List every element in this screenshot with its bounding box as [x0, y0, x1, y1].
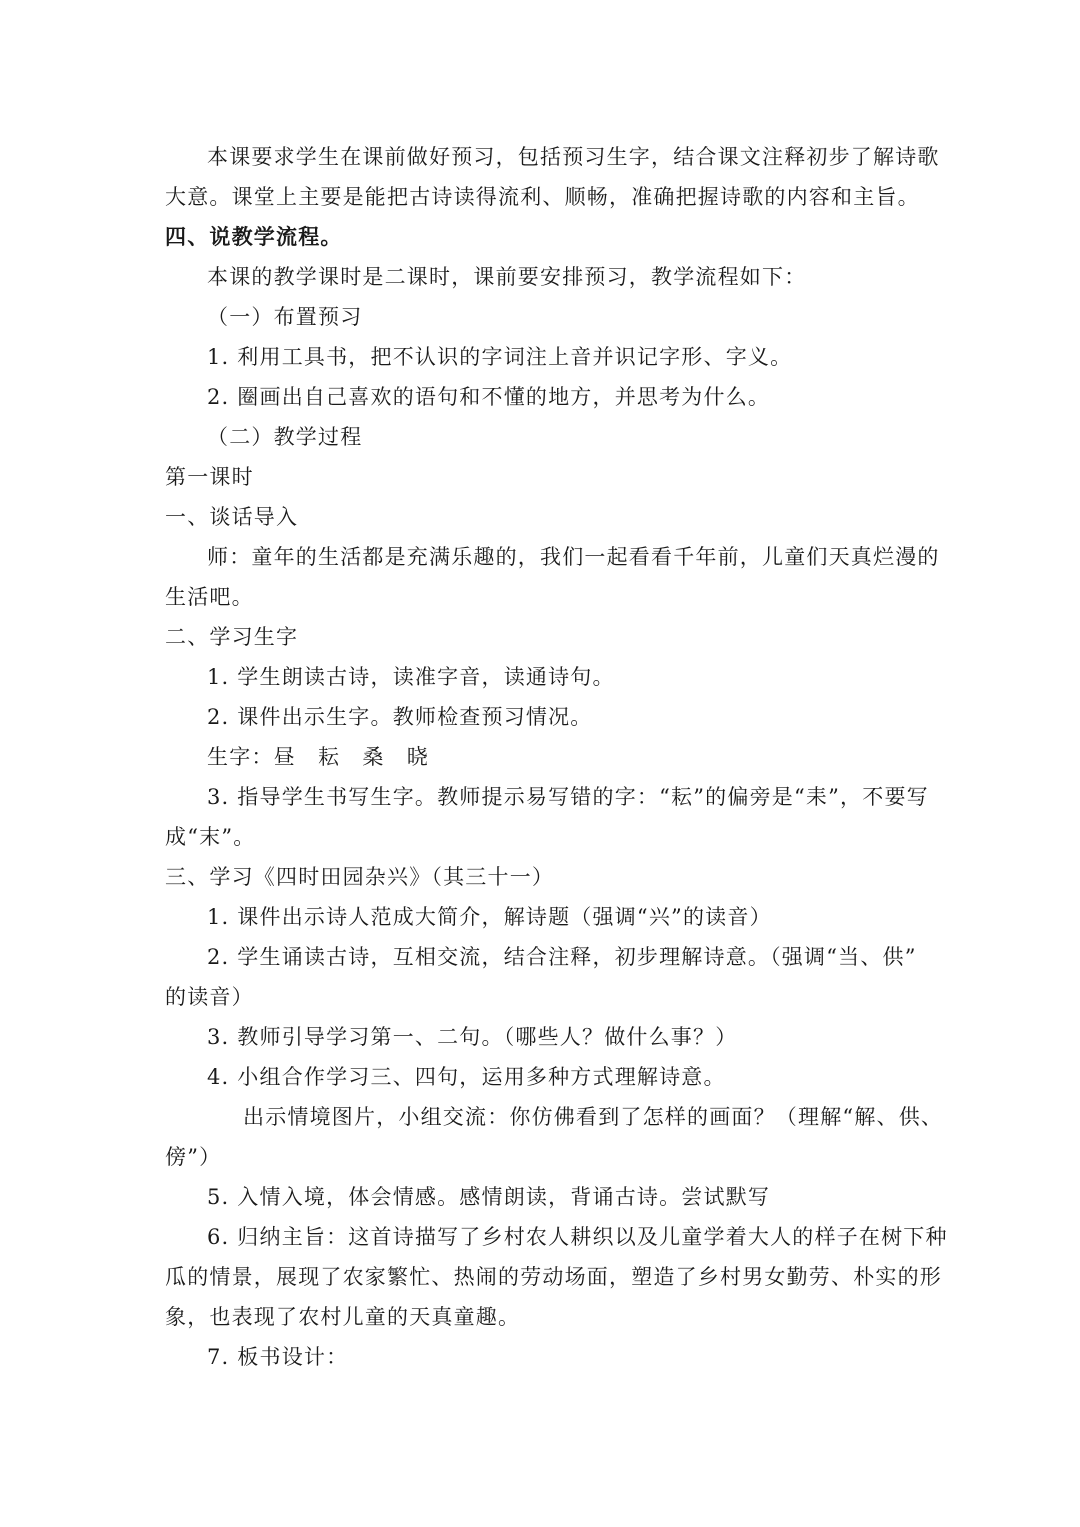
text-line: 生字：昼 耘 桑 晓	[207, 745, 429, 769]
text-line: 1. 课件出示诗人范成大简介，解诗题（强调“兴”的读音）	[207, 905, 772, 929]
text-line: 瓜的情景，展现了农家繁忙、热闹的劳动场面，塑造了乡村男女勤劳、朴实的形	[165, 1265, 942, 1289]
text-line: 象，也表现了农村儿童的天真童趣。	[165, 1305, 521, 1329]
text-line: 7. 板书设计：	[207, 1345, 349, 1369]
text-line: 一、谈话导入	[165, 505, 299, 529]
text-line: 4. 小组合作学习三、四句，运用多种方式理解诗意。	[207, 1065, 726, 1089]
text-line: （二）教学过程	[207, 425, 363, 449]
text-line: 出示情境图片，小组交流：你仿佛看到了怎样的画面？（理解“解、供、	[243, 1105, 944, 1129]
text-line: 2. 圈画出自己喜欢的语句和不懂的地方，并思考为什么。	[207, 385, 771, 409]
text-line: 1. 学生朗读古诗，读准字音，读通诗句。	[207, 665, 615, 689]
text-line: 师：童年的生活都是充满乐趣的，我们一起看看千年前，儿童们天真烂漫的	[207, 545, 940, 569]
text-line: 大意。课堂上主要是能把古诗读得流利、顺畅，准确把握诗歌的内容和主旨。	[165, 185, 920, 209]
text-line: 二、学习生字	[165, 625, 299, 649]
text-line: 三、学习《四时田园杂兴》（其三十一）	[165, 865, 555, 889]
text-line: 生活吧。	[165, 585, 254, 609]
text-line: 5. 入情入境，体会情感。感情朗读，背诵古诗。尝试默写	[207, 1185, 771, 1209]
text-line: （一）布置预习	[207, 305, 363, 329]
text-line: 成“末”。	[165, 825, 256, 849]
text-line: 2. 课件出示生字。教师检查预习情况。	[207, 705, 593, 729]
text-line: 本课要求学生在课前做好预习，包括预习生字，结合课文注释初步了解诗歌	[207, 145, 940, 169]
text-line: 傍”）	[165, 1145, 222, 1169]
text-line: 第一课时	[165, 465, 254, 489]
text-line: 3. 教师引导学习第一、二句。（哪些人？做什么事？）	[207, 1025, 738, 1049]
text-line: 本课的教学课时是二课时，课前要安排预习，教学流程如下：	[207, 265, 807, 289]
section-heading: 四、说教学流程。	[165, 224, 343, 249]
text-line: 的读音）	[165, 985, 254, 1009]
document-body	[165, 137, 948, 1377]
text-line: 2. 学生诵读古诗，互相交流，结合注释，初步理解诗意。（强调“当、供”	[207, 945, 917, 969]
text-line: 3. 指导学生书写生字。教师提示易写错的字：“耘”的偏旁是“耒”，不要写	[207, 785, 929, 809]
text-line: 6. 归纳主旨：这首诗描写了乡村农人耕织以及儿童学着大人的样子在树下种	[207, 1225, 948, 1249]
text-line: 1. 利用工具书，把不认识的字词注上音并识记字形、字义。	[207, 345, 793, 369]
